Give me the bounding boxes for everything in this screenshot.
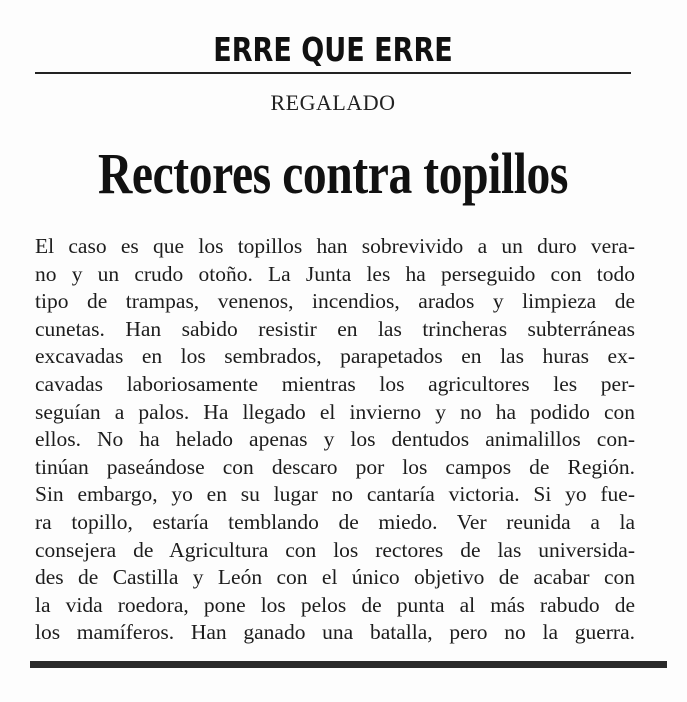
body-line: ra topillo, estaría temblando de miedo. Ver reunida a la [35,509,635,534]
top-rule [35,72,631,74]
body-line: no y un crudo otoño. La Junta les ha perseguido con todo [35,261,635,286]
body-line: tipo de trampas, venenos, incendios, arados y limpieza de [35,289,635,314]
body-line: consejera de Agricultura con los rectores de las universida- [35,537,635,562]
headline: Rectores contra topillos [97,141,569,206]
body-line: cunetas. Han sabido resistir en las trincheras subterráneas [35,316,635,341]
body-line: des de Castilla y León con el único objetivo de acabar con [35,565,635,590]
bottom-rule [30,661,667,668]
body-line: excavadas en los sembrados, parapetados en las huras ex- [35,344,635,369]
body-line: El caso es que los topillos han sobrevivido a un duro vera- [35,234,635,258]
body-line: Sin embargo, yo en su lugar no cantaría victoria. Si yo fue- [35,482,635,507]
author-byline: REGALADO [270,90,396,115]
body-line: los mamíferos. Han ganado una batalla, pero no la guerra. [35,620,635,645]
article-body [35,233,635,647]
body-line: seguían a palos. Ha llegado el invierno y no ha podido con [35,399,635,424]
body-line: tinúan paseándose con descaro por los campos de Región. [35,454,635,479]
body-line: cavadas laboriosamente mientras los agricultores les per- [35,371,635,396]
body-line: la vida roedora, pone los pelos de punta al más rabudo de [35,592,635,617]
body-line: ellos. No ha helado apenas y los dentudos animalillos con- [35,427,635,452]
section-title: ERRE QUE ERRE [213,30,453,69]
